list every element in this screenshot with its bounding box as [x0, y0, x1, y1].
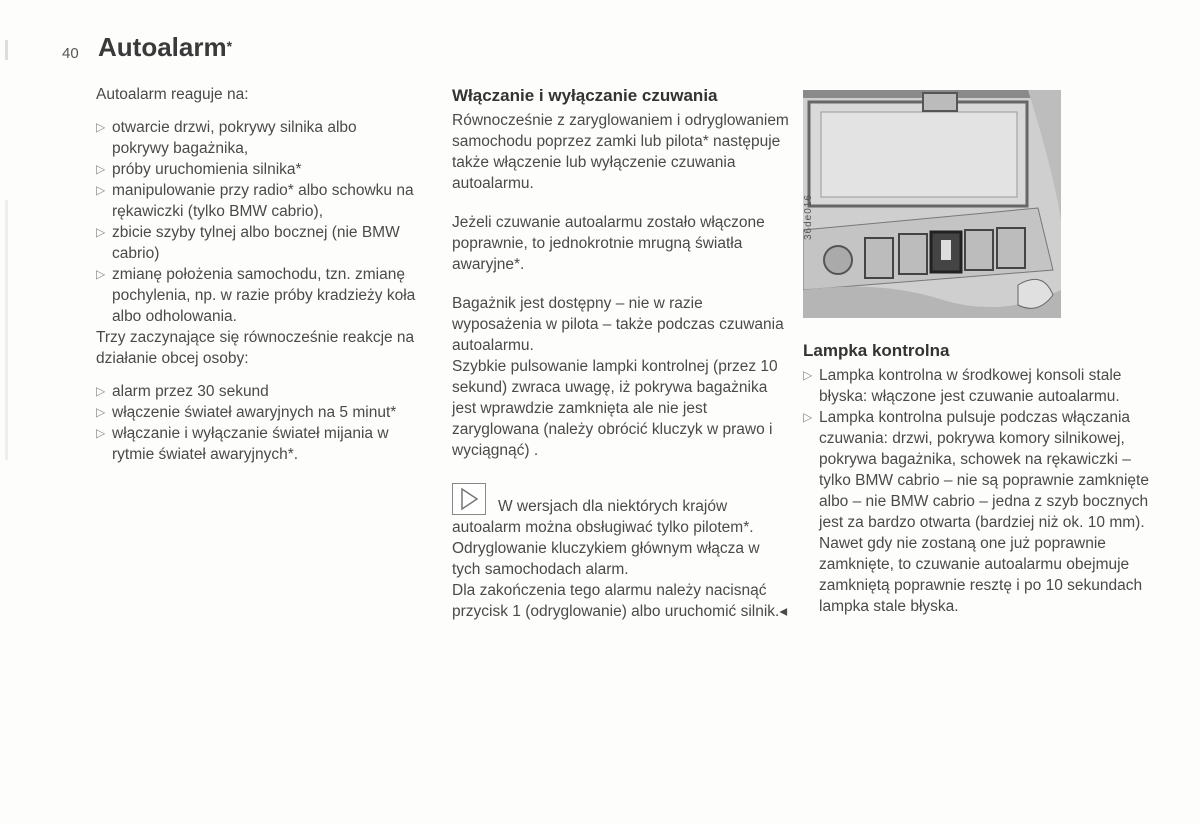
list-item: ▷ włączanie i wyłączanie świateł mijania w rytmie świateł awaryjnych*. [96, 423, 416, 465]
page-title [98, 32, 232, 63]
reacts-list [96, 117, 416, 327]
note-paragraph [452, 479, 792, 580]
paragraph: Równocześnie z zaryglowaniem i odryglowaniem samochodu poprzez zamki lub pilota* następuje także włączenie lub wyłączenie czuwania autoalarmu. [452, 112, 789, 192]
paragraph: Szybkie pulsowanie lampki kontrolnej (przez 10 sekund) zwraca uwagę, iż pokrywa bagażnika jest wprawdzie zamknięta ale nie jest zaryglowana (należy obrócić kluczyk w prawo i wyciągnąć) . [452, 358, 778, 459]
list-item: ▷ Lampka kontrolna w środkowej konsoli stale błyska: włączone jest czuwanie autoalarmu. [803, 365, 1153, 407]
paragraph: Dla zakończenia tego alarmu należy nacisnąć przycisk 1 (odryglowanie) albo uruchomić silnik.◂ [452, 582, 788, 620]
title-asterisk: * [226, 38, 233, 54]
paragraph: Jeżeli czuwanie autoalarmu zostało włączone poprawnie, to jednokrotnie mrugną światła awaryjne*. [452, 214, 765, 273]
reacts-intro: Autoalarm reaguje na: [96, 86, 249, 103]
column-right [803, 340, 1153, 617]
page-edge-mark [5, 40, 8, 60]
reactions-list [96, 381, 416, 465]
reactions-intro: Trzy zaczynające się równocześnie reakcje na działanie obcej osoby: [96, 329, 415, 367]
page-number: 40 [62, 45, 79, 62]
list-item: ▷ próby uruchomienia silnika* [96, 159, 416, 180]
list-item: ▷ otwarcie drzwi, pokrywy silnika albo pokrywy bagażnika, [96, 117, 416, 159]
column-left [96, 84, 416, 465]
note-text: W wersjach dla niektórych krajów autoalarm można obsługiwać tylko pilotem*. Odryglowanie kluczykiem głównym włącza w tych samochodach alarm. [452, 498, 760, 578]
section-heading-arming: Włączanie i wyłączanie czuwania [452, 86, 718, 105]
section-heading-indicator: Lampka kontrolna [803, 341, 950, 360]
console-photo [803, 90, 1061, 318]
list-item: ▷ alarm przez 30 sekund [96, 381, 416, 402]
page-edge-shadow [5, 200, 8, 460]
paragraph: Bagażnik jest dostępny – nie w razie wyposażenia w pilota – także podczas czuwania autoalarmu. [452, 295, 784, 354]
list-item: ▷ zbicie szyby tylnej albo bocznej (nie BMW cabrio) [96, 222, 416, 264]
list-item: ▷ Lampka kontrolna pulsuje podczas włączania czuwania: drzwi, pokrywa komory silnikowej, pokrywa bagażnika, schowek na rękawiczki – tylko BMW cabrio – nie są poprawnie zamknięte albo – nie BMW cabrio – jedna z szyb bocznych jest za bardzo otwarta (bardziej niż ok. 10 mm). Nawet gdy nie zostaną one już poprawnie zamknięte, to czuwanie autoalarmu obejmuje zamkniętą poprawnie resztę i po 10 sekundach lampka stale błyska. [803, 407, 1153, 617]
list-item: ▷ manipulowanie przy radio* albo schowku na rękawiczki (tylko BMW cabrio), [96, 180, 416, 222]
list-item: ▷ włączenie świateł awaryjnych na 5 minut* [96, 402, 416, 423]
page-title-text: Autoalarm [98, 32, 227, 62]
photo-code: 36de016 [803, 194, 814, 240]
indicator-list [803, 365, 1153, 617]
note-triangle-icon [452, 483, 486, 515]
list-item: ▷ zmianę położenia samochodu, tzn. zmianę pochylenia, np. w razie próby kradzieży koła albo odholowania. [96, 264, 416, 327]
column-middle [452, 85, 792, 622]
